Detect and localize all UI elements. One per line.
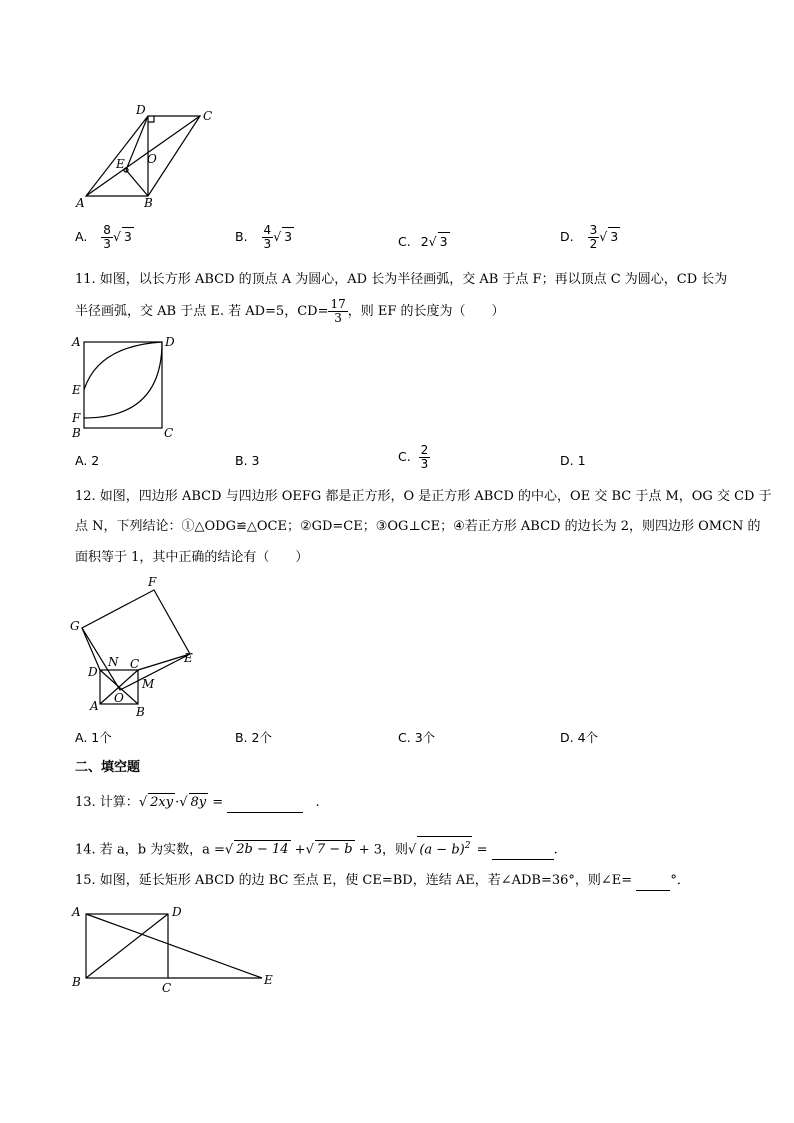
q11-arc-from-c: [84, 342, 162, 390]
q11-rectangle: [84, 342, 162, 428]
q15-line: 15. 如图，延长矩形 ABCD 的边 BC 至点 E，使 CE=BD，连结 AE，若∠ADB=36°，则∠E= °．: [75, 872, 690, 891]
q11-label-b: B: [72, 426, 81, 440]
q11-option-b[interactable]: B. 3: [235, 453, 260, 468]
q11-fraction: $\frac{17}{3}$: [330, 297, 346, 325]
q15-diagonal-bd: [86, 914, 168, 978]
q10-segment-de: [126, 116, 148, 170]
q10-label-b: B: [144, 196, 153, 210]
q14-line: 14. 若 a，b 为实数，a =√ 2b − 14 +√ 7 − b + 3，则√ $(a - b)^2$ = .: [75, 836, 558, 860]
q12-text-line2: 点 N，下列结论：①△ODG≌△OCE；②GD=CE；③OG⊥CE；④若正方形 ABCD 的边长为 2，则四边形 OMCN 的: [75, 519, 761, 534]
q12-text-line1: 12. 如图，四边形 ABCD 与四边形 OEFG 都是正方形，O 是正方形 ABCD 的中心，OE 交 BC 于点 M，OG 交 CD 于: [75, 489, 772, 504]
q10-option-c[interactable]: C. 2√ 3: [398, 234, 448, 249]
q13-answer-blank[interactable]: [227, 794, 303, 813]
q11-label-e: E: [72, 383, 81, 397]
q14-radicand-2: 7 − b: [316, 842, 353, 858]
q12-label-a: A: [90, 699, 99, 713]
q11-label-a: A: [72, 335, 81, 349]
q12-label-g: G: [70, 619, 80, 633]
q11-text-line2: 半径画弧，交 AB 于点 E. 若 AD=5，CD= $\frac{17}{3}$ ，则 EF 的长度为（ ）: [75, 297, 505, 325]
q11-arc-from-a: [84, 342, 162, 418]
q11-label-f: F: [72, 411, 81, 425]
q12-figure: [66, 574, 206, 720]
q10-option-b[interactable]: B. $\frac{4}{3}$ √ 3: [235, 223, 293, 251]
q14-radicand-3: $(a - b)^2$: [417, 836, 472, 859]
q13-radicand-1: 2xy: [150, 795, 174, 810]
q11-label-d: D: [165, 335, 175, 349]
section-title-fill-in: 二、填空题: [75, 760, 141, 775]
q11-option-a[interactable]: A. 2: [75, 453, 100, 468]
q10-label-o: O: [147, 152, 157, 166]
q12-option-b[interactable]: B. 2个: [235, 730, 272, 745]
q15-answer-blank[interactable]: [636, 872, 670, 891]
q15-label-e: E: [264, 973, 273, 987]
q10-label-d: D: [136, 103, 146, 117]
q12-segment-gd: [82, 628, 100, 670]
q12-square-oefg: [82, 590, 190, 690]
q14-answer-blank[interactable]: [492, 841, 554, 860]
q10-option-d[interactable]: D. $\frac{3}{2}$ √ 3: [560, 223, 619, 251]
q12-label-b: B: [136, 705, 145, 719]
q10-option-a[interactable]: A. $\frac{8}{3}$ √ 3: [75, 223, 132, 251]
q10-label-a: A: [76, 196, 85, 210]
q11-text-line1: 11. 如图，以长方形 ABCD 的顶点 A 为圆心，AD 长为半径画弧，交 AB 于点 F；再以顶点 C 为圆心，CD 长为: [75, 272, 728, 287]
q15-label-c: C: [162, 981, 172, 995]
q10-label-c: C: [203, 109, 213, 123]
q12-option-c[interactable]: C. 3个: [398, 730, 436, 745]
q12-label-d: D: [88, 665, 98, 679]
q15-segment-ae: [86, 914, 262, 978]
q12-label-e: E: [184, 651, 193, 665]
q13-radicand-2: 8y: [190, 795, 207, 810]
q12-label-n: N: [108, 655, 119, 669]
q12-option-a[interactable]: A. 1个: [75, 730, 112, 745]
q11-option-c[interactable]: C. $\frac{2}{3}$: [398, 443, 429, 471]
q12-label-f: F: [148, 575, 157, 589]
q11-option-d[interactable]: D. 1: [560, 453, 586, 468]
q14-radicand-1: 2b − 14: [236, 842, 289, 858]
q10-label-e: E: [116, 157, 125, 171]
q15-figure: [66, 902, 286, 996]
q11-figure: [68, 334, 188, 444]
q13-line: 13. 计算：√ 2xy ·√ 8y = .: [75, 793, 320, 813]
q10-figure: [70, 100, 230, 212]
q10-right-angle-mark: [148, 116, 154, 122]
q12-label-o: O: [114, 691, 124, 705]
q10-segment-be: [126, 170, 148, 196]
q12-text-line3: 面积等于 1，其中正确的结论有（ ）: [75, 550, 309, 565]
q12-label-c: C: [130, 657, 140, 671]
q15-label-d: D: [172, 905, 182, 919]
q12-label-m: M: [142, 677, 155, 691]
q12-option-d[interactable]: D. 4个: [560, 730, 599, 745]
q15-label-a: A: [72, 905, 81, 919]
q15-label-b: B: [72, 975, 81, 989]
q11-label-c: C: [164, 426, 174, 440]
